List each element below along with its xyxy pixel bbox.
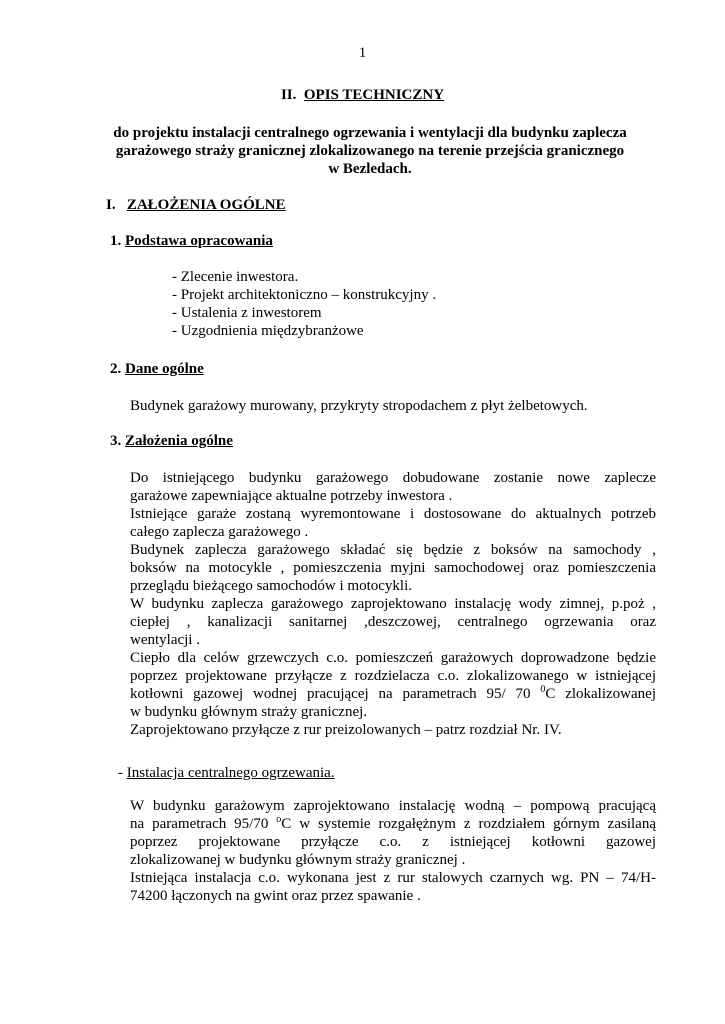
text-line: Istniejące garaże zostaną wyremontowane i dostosowane do aktualnych potrzeb xyxy=(130,506,656,522)
text-line: zlokalizowanej w budynku głównym straży granicznej . xyxy=(130,852,466,868)
text-line: Istniejąca instalacja c.o. wykonana jest z rur stalowych czarnych wg. PN – 74/H- xyxy=(130,870,656,886)
text-line: W budynku garażowym zaprojektowano instalację wodną – pompową pracującą xyxy=(130,798,656,814)
subtitle-line: do projektu instalacji centralnego ogrzewania i wentylacji dla budynku zaplecza xyxy=(113,125,627,141)
list-item: - Ustalenia z inwestorem xyxy=(172,305,322,321)
heading-title: Założenia ogólne xyxy=(125,433,233,449)
list-item: - Uzgodnienia międzybranżowe xyxy=(172,323,364,339)
text-line: boksów na motocykle , pomieszczenia myjni samochodowej oraz pomieszczenia xyxy=(130,560,656,576)
text-line: ciepłej , kanalizacji sanitarnej ,deszczowej, centralnego ogrzewania oraz xyxy=(130,614,656,630)
text-line: Budynek zaplecza garażowego składać się będzie z boksów na samochody , xyxy=(130,542,656,558)
text-line: w budynku głównym straży granicznej. xyxy=(130,704,368,720)
bullet-list xyxy=(172,268,436,340)
text-line: W budynku zaplecza garażowego zaprojektowano instalację wody zimnej, p.poż , xyxy=(130,596,656,612)
document-title xyxy=(0,86,725,104)
heading-number: 3. xyxy=(110,433,122,449)
subtitle-line: w Bezledach. xyxy=(328,161,412,177)
superscript: 0 xyxy=(540,684,546,695)
text-line: całego zaplecza garażowego . xyxy=(130,524,309,540)
subsection-heading xyxy=(118,764,335,782)
subtitle-line: garażowego straży granicznej zlokalizowanego na terenie przejścia granicznego xyxy=(115,143,625,159)
heading-title: Dane ogólne xyxy=(125,361,204,377)
heading-podstawa xyxy=(110,232,273,250)
heading-dane xyxy=(110,360,204,378)
section-number: I. xyxy=(106,197,116,213)
text-line: poprzez projektowane przyłącze c.o. z istniejącej kotłowni gazowej xyxy=(130,834,656,850)
text-line: 74200 łączonych na gwint oraz przez spawanie . xyxy=(130,888,421,904)
text-line: Ciepło dla celów grzewczych c.o. pomieszczeń garażowych doprowadzone będzie xyxy=(130,650,656,666)
text-fragment: C w systemie rozgałężnym z rozdziałem górnym zasilaną xyxy=(281,816,656,832)
section-heading xyxy=(106,196,286,214)
heading-title: Podstawa opracowania xyxy=(125,233,273,249)
text-line: wentylacji . xyxy=(130,632,200,648)
list-item: - Projekt architektoniczno – konstrukcyjny . xyxy=(172,287,437,303)
co-paragraph xyxy=(130,797,656,905)
heading-number: 1. xyxy=(110,233,122,249)
text-line xyxy=(130,685,656,703)
text-line: garażowe zapewniające aktualne potrzeby inwestora . xyxy=(130,488,453,504)
zalozenia-paragraph xyxy=(130,469,656,739)
text-line xyxy=(130,815,656,833)
text-fragment: kotłowni gazowej wodnej pracującej na parametrach 95/ 70 xyxy=(130,686,541,702)
text-line: Do istniejącego budynku garażowego dobudowane zostanie nowe zaplecze xyxy=(130,470,656,486)
dane-ogolne-paragraph: Budynek garażowy murowany, przykryty stropodachem z płyt żelbetowych. xyxy=(130,398,588,414)
subsection-prefix: - xyxy=(118,765,127,781)
heading-zalozenia xyxy=(110,432,233,450)
superscript: o xyxy=(276,814,282,825)
section-title: ZAŁOŻENIA OGÓLNE xyxy=(126,197,286,213)
document-subtitle xyxy=(90,124,650,178)
text-fragment: na parametrach 95/70 xyxy=(130,816,277,832)
text-line: poprzez projektowane przyłącze z rozdzielacza c.o. zlokalizowanego w istniejącej xyxy=(130,668,656,684)
text-line: Zaprojektowano przyłącze z rur preizolowanych – patrz rozdział Nr. IV. xyxy=(130,722,562,738)
heading-number: 2. xyxy=(110,361,122,377)
title-text: OPIS TECHNICZNY xyxy=(303,87,445,103)
text-fragment: C zlokalizowanej xyxy=(545,686,656,702)
text-line: przeglądu bieżącego samochodów i motocykli. xyxy=(130,578,412,594)
subsection-title: Instalacja centralnego ogrzewania. xyxy=(126,765,335,781)
list-item: - Zlecenie inwestora. xyxy=(172,269,299,285)
title-number: II. xyxy=(280,87,297,103)
page-number: 1 xyxy=(358,45,367,61)
